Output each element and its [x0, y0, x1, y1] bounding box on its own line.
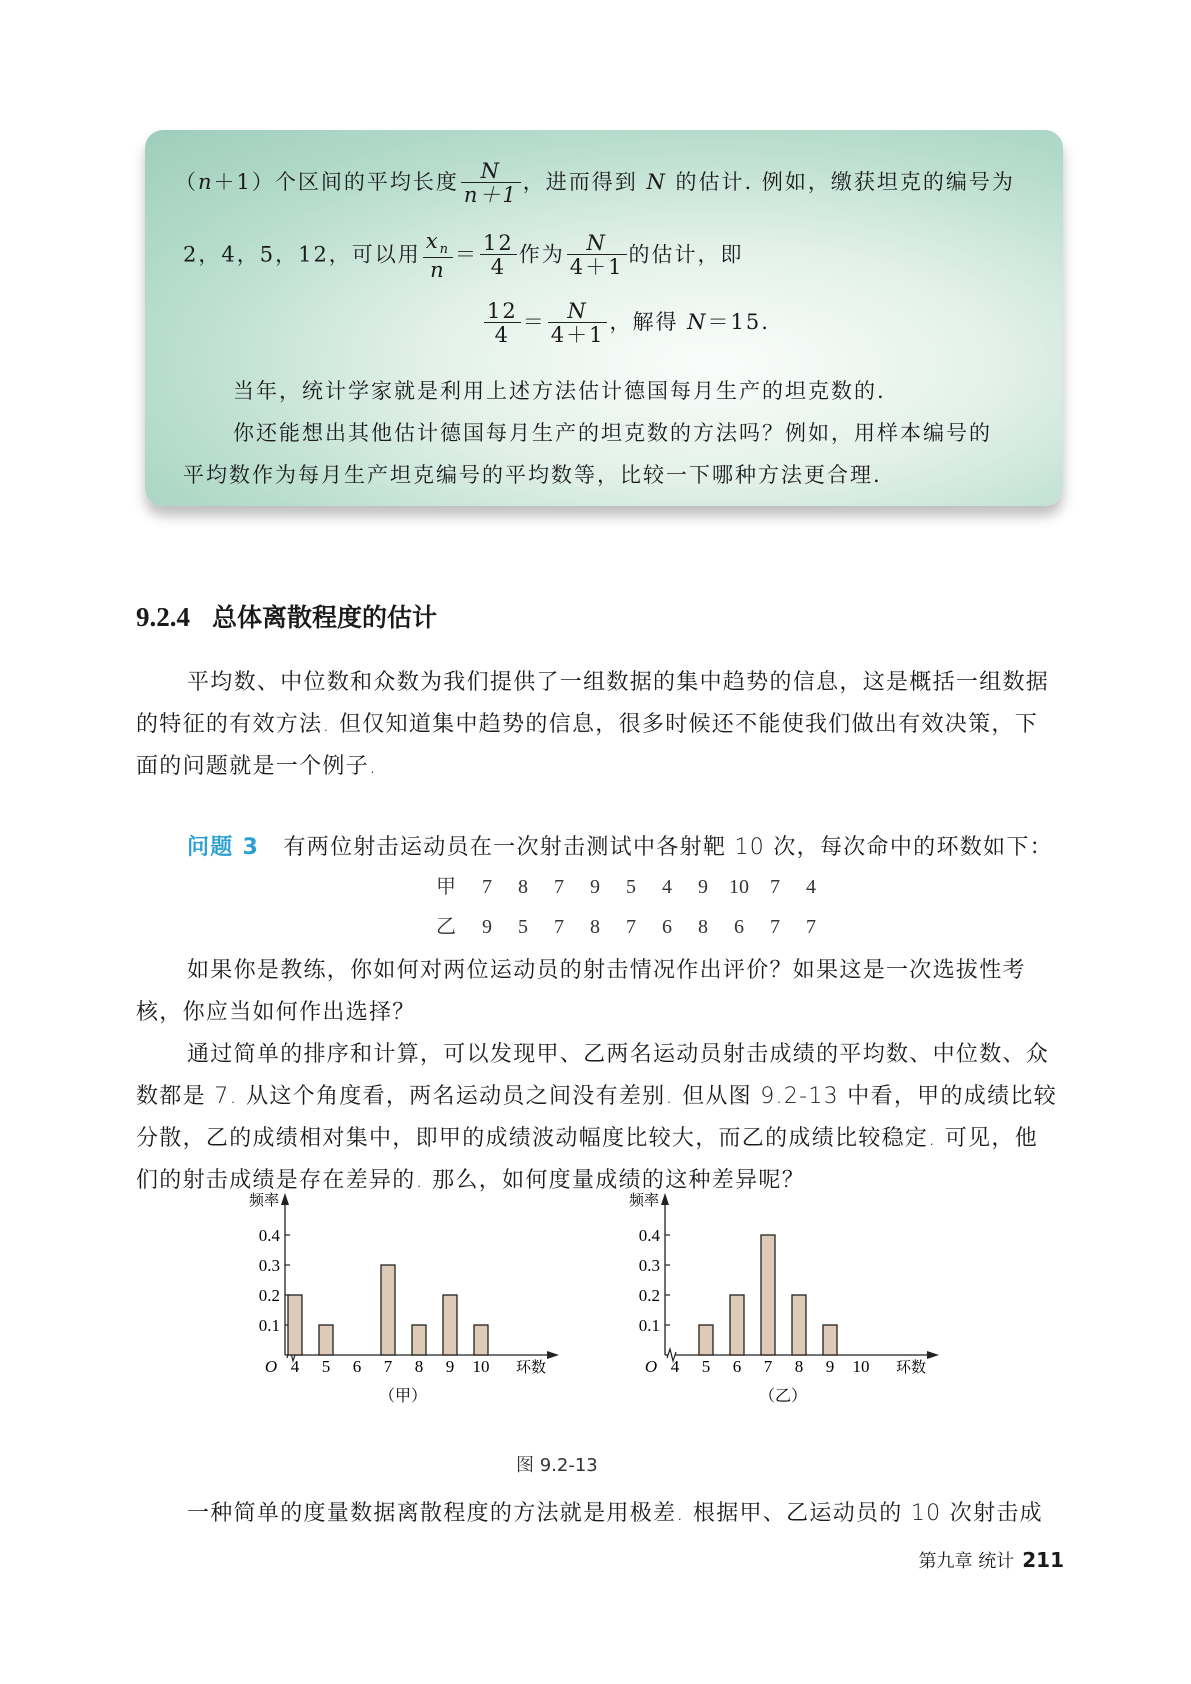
numerator: N: [548, 300, 608, 323]
y-tick-label: 0.3: [258, 1256, 280, 1275]
y-axis-label: 频率: [628, 1191, 659, 1209]
numerator: 12: [484, 300, 521, 323]
numerator: N: [461, 160, 521, 183]
y-tick-label: 0.1: [258, 1316, 280, 1335]
text: （: [175, 170, 198, 195]
score-value: 7: [626, 916, 636, 938]
text: ＋1）个区间的平均长度: [213, 170, 459, 195]
score-value: 7: [770, 916, 780, 938]
box-line-1: [175, 160, 1015, 207]
box-line-2: [183, 230, 744, 282]
page-footer: [919, 1547, 1064, 1573]
score-value: 5: [626, 876, 636, 898]
paragraph-line: 分散，乙的成绩相对集中，即甲的成绩波动幅度比较大，而乙的成绩比较稳定. 可见，他: [136, 1126, 1038, 1151]
x-tick-label: 9: [445, 1357, 455, 1376]
paragraph-line: 数都是 7. 从这个角度看，两名运动员之间没有差别. 但从图 9.2-13 中看，甲的成绩比较: [136, 1084, 1057, 1109]
text: 的估计. 例如，缴获坦克的编号为: [675, 170, 1015, 195]
text: ，进而得到: [522, 170, 638, 195]
y-axis-arrow: [281, 1193, 289, 1205]
problem-label: 问题 3: [187, 835, 260, 860]
bar-chart-jia: [230, 1185, 590, 1405]
x-tick-label: 5: [701, 1357, 711, 1376]
denominator: 4: [494, 323, 511, 348]
box-line-5: 你还能想出其他估计德国每月生产的坦克数的方法吗？例如，用样本编号的: [233, 421, 992, 445]
chart-caption: （乙）: [758, 1386, 808, 1405]
score-value: 7: [806, 916, 816, 938]
bar: [730, 1295, 744, 1355]
score-value: 8: [590, 916, 600, 938]
bar: [823, 1325, 837, 1355]
score-value: 10: [729, 876, 749, 898]
x-tick-label: 8: [414, 1357, 424, 1376]
numerator: 12: [480, 232, 517, 255]
score-value: 7: [770, 876, 780, 898]
denominator: 4: [490, 255, 507, 280]
paragraph-line: 面的问题就是一个例子.: [136, 754, 378, 779]
equals: ＝: [522, 310, 546, 335]
box-line-3: [482, 300, 770, 347]
paragraph-line: 的特征的有效方法. 但仅知道集中趋势的信息，很多时候还不能使我们做出有效决策，下: [136, 712, 1038, 737]
bar: [474, 1325, 488, 1355]
paragraph-line: 核，你应当如何作出选择？: [136, 1000, 416, 1025]
x-tick-label: 4: [290, 1357, 300, 1376]
fraction: [484, 300, 521, 347]
problem-line: [187, 830, 1053, 861]
bar: [792, 1295, 806, 1355]
var-N: N: [646, 170, 667, 195]
text: ，解得: [609, 310, 679, 335]
x-tick-label: 10: [852, 1357, 870, 1376]
score-value: 9: [482, 916, 492, 938]
note-box: [145, 130, 1063, 506]
section-heading: [136, 598, 437, 634]
x-tick-label: 5: [321, 1357, 331, 1376]
score-value: 7: [554, 876, 564, 898]
score-value: 7: [482, 876, 492, 898]
paragraph-line: 们的射击成绩是存在差异的. 那么，如何度量成绩的这种差异呢？: [136, 1168, 805, 1193]
fraction: [461, 160, 521, 207]
denominator: n: [430, 257, 446, 282]
bar: [381, 1265, 395, 1355]
fraction: [480, 232, 517, 279]
scores-jia-row: [428, 870, 829, 899]
bar-chart-yi: [610, 1185, 970, 1405]
y-tick-label: 0.2: [258, 1286, 280, 1305]
subscript: n: [439, 242, 451, 258]
problem-text: 有两位射击运动员在一次射击测试中各射靶 10 次，每次命中的环数如下：: [283, 835, 1053, 860]
x-tick-label: 6: [732, 1357, 742, 1376]
score-value: 9: [698, 876, 708, 898]
score-value: 5: [518, 916, 528, 938]
x-tick-label: 6: [352, 1357, 362, 1376]
bar: [288, 1295, 302, 1355]
bar: [319, 1325, 333, 1355]
numerator: N: [567, 232, 627, 255]
y-tick-label: 0.4: [258, 1226, 280, 1245]
y-tick-label: 0.2: [638, 1286, 660, 1305]
fraction: [548, 300, 608, 347]
numerator: [423, 230, 453, 258]
denominator: n＋1: [463, 183, 518, 208]
fraction: [423, 230, 453, 282]
fraction: [567, 232, 627, 279]
denominator: 4＋1: [569, 255, 624, 280]
score-value: 4: [662, 876, 672, 898]
score-value: 9: [590, 876, 600, 898]
x-axis-arrow: [547, 1351, 559, 1359]
bar: [443, 1295, 457, 1355]
bar: [699, 1325, 713, 1355]
var-n: n: [198, 170, 214, 195]
row-label: 乙: [436, 914, 456, 938]
text: 的估计，即: [628, 242, 744, 267]
paragraph-line: 通过简单的排序和计算，可以发现甲、乙两名运动员射击成绩的平均数、中位数、众: [187, 1042, 1050, 1067]
x-tick-label: 8: [794, 1357, 804, 1376]
section-title: 总体离散程度的估计: [212, 603, 438, 632]
text: ＝15.: [707, 310, 770, 335]
x-tick-label: 4: [670, 1357, 680, 1376]
equals: ＝: [455, 242, 479, 267]
score-value: 8: [518, 876, 528, 898]
page-number: 211: [1022, 1548, 1064, 1572]
x-axis-label: 环数: [895, 1358, 927, 1376]
y-tick-label: 0.1: [638, 1316, 660, 1335]
row-label: 甲: [436, 874, 456, 898]
text: 作为: [518, 242, 565, 267]
score-value: 4: [806, 876, 816, 898]
denominator: 4＋1: [550, 323, 605, 348]
x-tick-label: 7: [383, 1357, 393, 1376]
x-tick-label: 10: [472, 1357, 490, 1376]
chart-caption: （甲）: [378, 1386, 428, 1405]
y-axis-arrow: [661, 1193, 669, 1205]
text: 2，4，5，12，可以用: [183, 242, 421, 267]
score-value: 6: [734, 916, 744, 938]
scores-yi-row: [428, 910, 829, 939]
score-value: 6: [662, 916, 672, 938]
paragraph-line: 一种简单的度量数据离散程度的方法就是用极差. 根据甲、乙运动员的 10 次射击成: [187, 1501, 1043, 1526]
chapter-label: 第九章 统计: [918, 1551, 1015, 1572]
paragraph-line: 如果你是教练，你如何对两位运动员的射击情况作出评价？如果这是一次选拔性考: [187, 958, 1026, 983]
box-line-4: 当年，统计学家就是利用上述方法估计德国每月生产的坦克数的.: [233, 379, 886, 403]
var-N: N: [687, 310, 708, 335]
y-tick-label: 0.3: [638, 1256, 660, 1275]
figure-caption: 图 9.2-13: [516, 1455, 598, 1476]
x-axis-label: 环数: [515, 1358, 547, 1376]
y-tick-label: 0.4: [638, 1226, 660, 1245]
x: x: [425, 229, 440, 253]
y-axis-label: 频率: [248, 1191, 279, 1209]
x-tick-label: 7: [763, 1357, 773, 1376]
origin-label: O: [264, 1357, 278, 1376]
bar: [412, 1325, 426, 1355]
score-value: 7: [554, 916, 564, 938]
origin-label: O: [644, 1357, 658, 1376]
x-axis-arrow: [927, 1351, 939, 1359]
box-line-6: 平均数作为每月生产坦克编号的平均数等，比较一下哪种方法更合理.: [183, 463, 882, 487]
score-value: 8: [698, 916, 708, 938]
bar: [761, 1235, 775, 1355]
paragraph-line: 平均数、中位数和众数为我们提供了一组数据的集中趋势的信息，这是概括一组数据: [187, 670, 1050, 695]
section-number: 9.2.4: [136, 602, 190, 632]
x-tick-label: 9: [825, 1357, 835, 1376]
